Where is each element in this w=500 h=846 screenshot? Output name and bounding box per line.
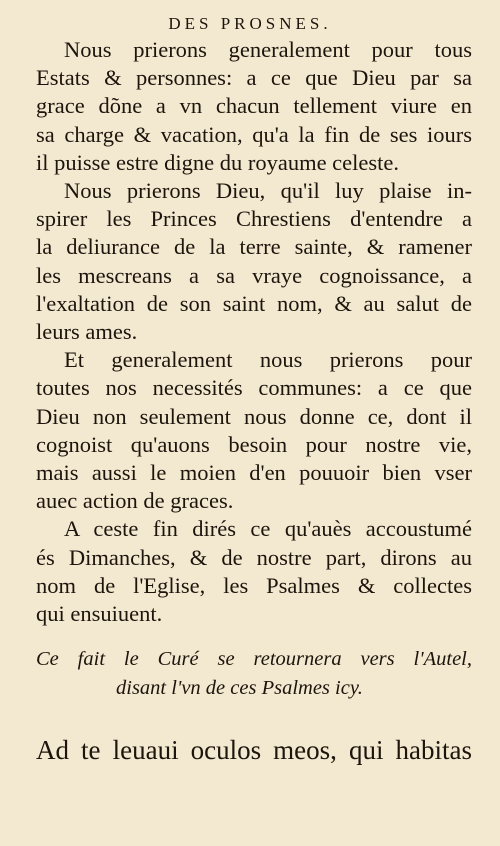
text-line: mais aussi le moien d'en pouuoir bien vser	[36, 460, 472, 486]
paragraph-psalms	[36, 515, 472, 628]
text-line: la deliurance de la terre sainte, & ramener	[36, 234, 472, 260]
text-line: leurs ames.	[36, 319, 138, 345]
text-line: les mescreans a sa vraye cognoissance, a	[36, 262, 472, 288]
text-line: nom de l'Eglise, les Psalmes & collectes	[36, 572, 472, 598]
text-line: sa charge & vacation, qu'a la fin de ses iours	[36, 121, 472, 147]
text-line: Nous prierons generalement pour tous	[64, 37, 472, 62]
text-line: toutes nos necessités communes: a ce que	[36, 375, 472, 401]
text-line: A ceste fin dirés ce qu'auès accoustumé	[64, 516, 472, 542]
paragraph-christian-princes	[36, 177, 472, 346]
body-text	[36, 36, 472, 628]
running-head: DES PROSNES.	[168, 14, 332, 33]
paragraph-common-needs	[36, 346, 472, 515]
text-line: Et generalement nous prierons pour	[64, 347, 472, 373]
rubric-instruction	[36, 645, 472, 702]
text-line: qui ensuiuent.	[36, 601, 163, 627]
psalm-incipit: Ad te leuaui oculos meos, qui habitas	[36, 735, 472, 765]
text-line: Nous prierons Dieu, qu'il luy plaise in-	[64, 178, 472, 204]
rubric-line: disant l'vn de ces Psalmes icy.	[116, 676, 363, 699]
paragraph-universal-prayer	[36, 36, 472, 177]
text-line: auec action de graces.	[36, 488, 234, 514]
text-line: grace dõne a vn chacun tellement viure en	[36, 93, 472, 119]
text-line: cognoist qu'auons besoin pour nostre vie,	[36, 431, 472, 457]
text-line: Dieu non seulement nous donne ce, dont il	[36, 403, 472, 429]
text-line: l'exaltation de son saint nom, & au salut de	[36, 290, 472, 316]
text-line: il puisse estre digne du royaume celeste.	[36, 149, 400, 175]
text-line: Estats & personnes: a ce que Dieu par sa	[36, 65, 472, 91]
rubric-line: Ce fait le Curé se retournera vers l'Autel,	[36, 648, 472, 670]
text-line: spirer les Princes Chrestiens d'entendre a	[36, 206, 472, 232]
text-line: és Dimanches, & de nostre part, dirons au	[36, 544, 472, 570]
